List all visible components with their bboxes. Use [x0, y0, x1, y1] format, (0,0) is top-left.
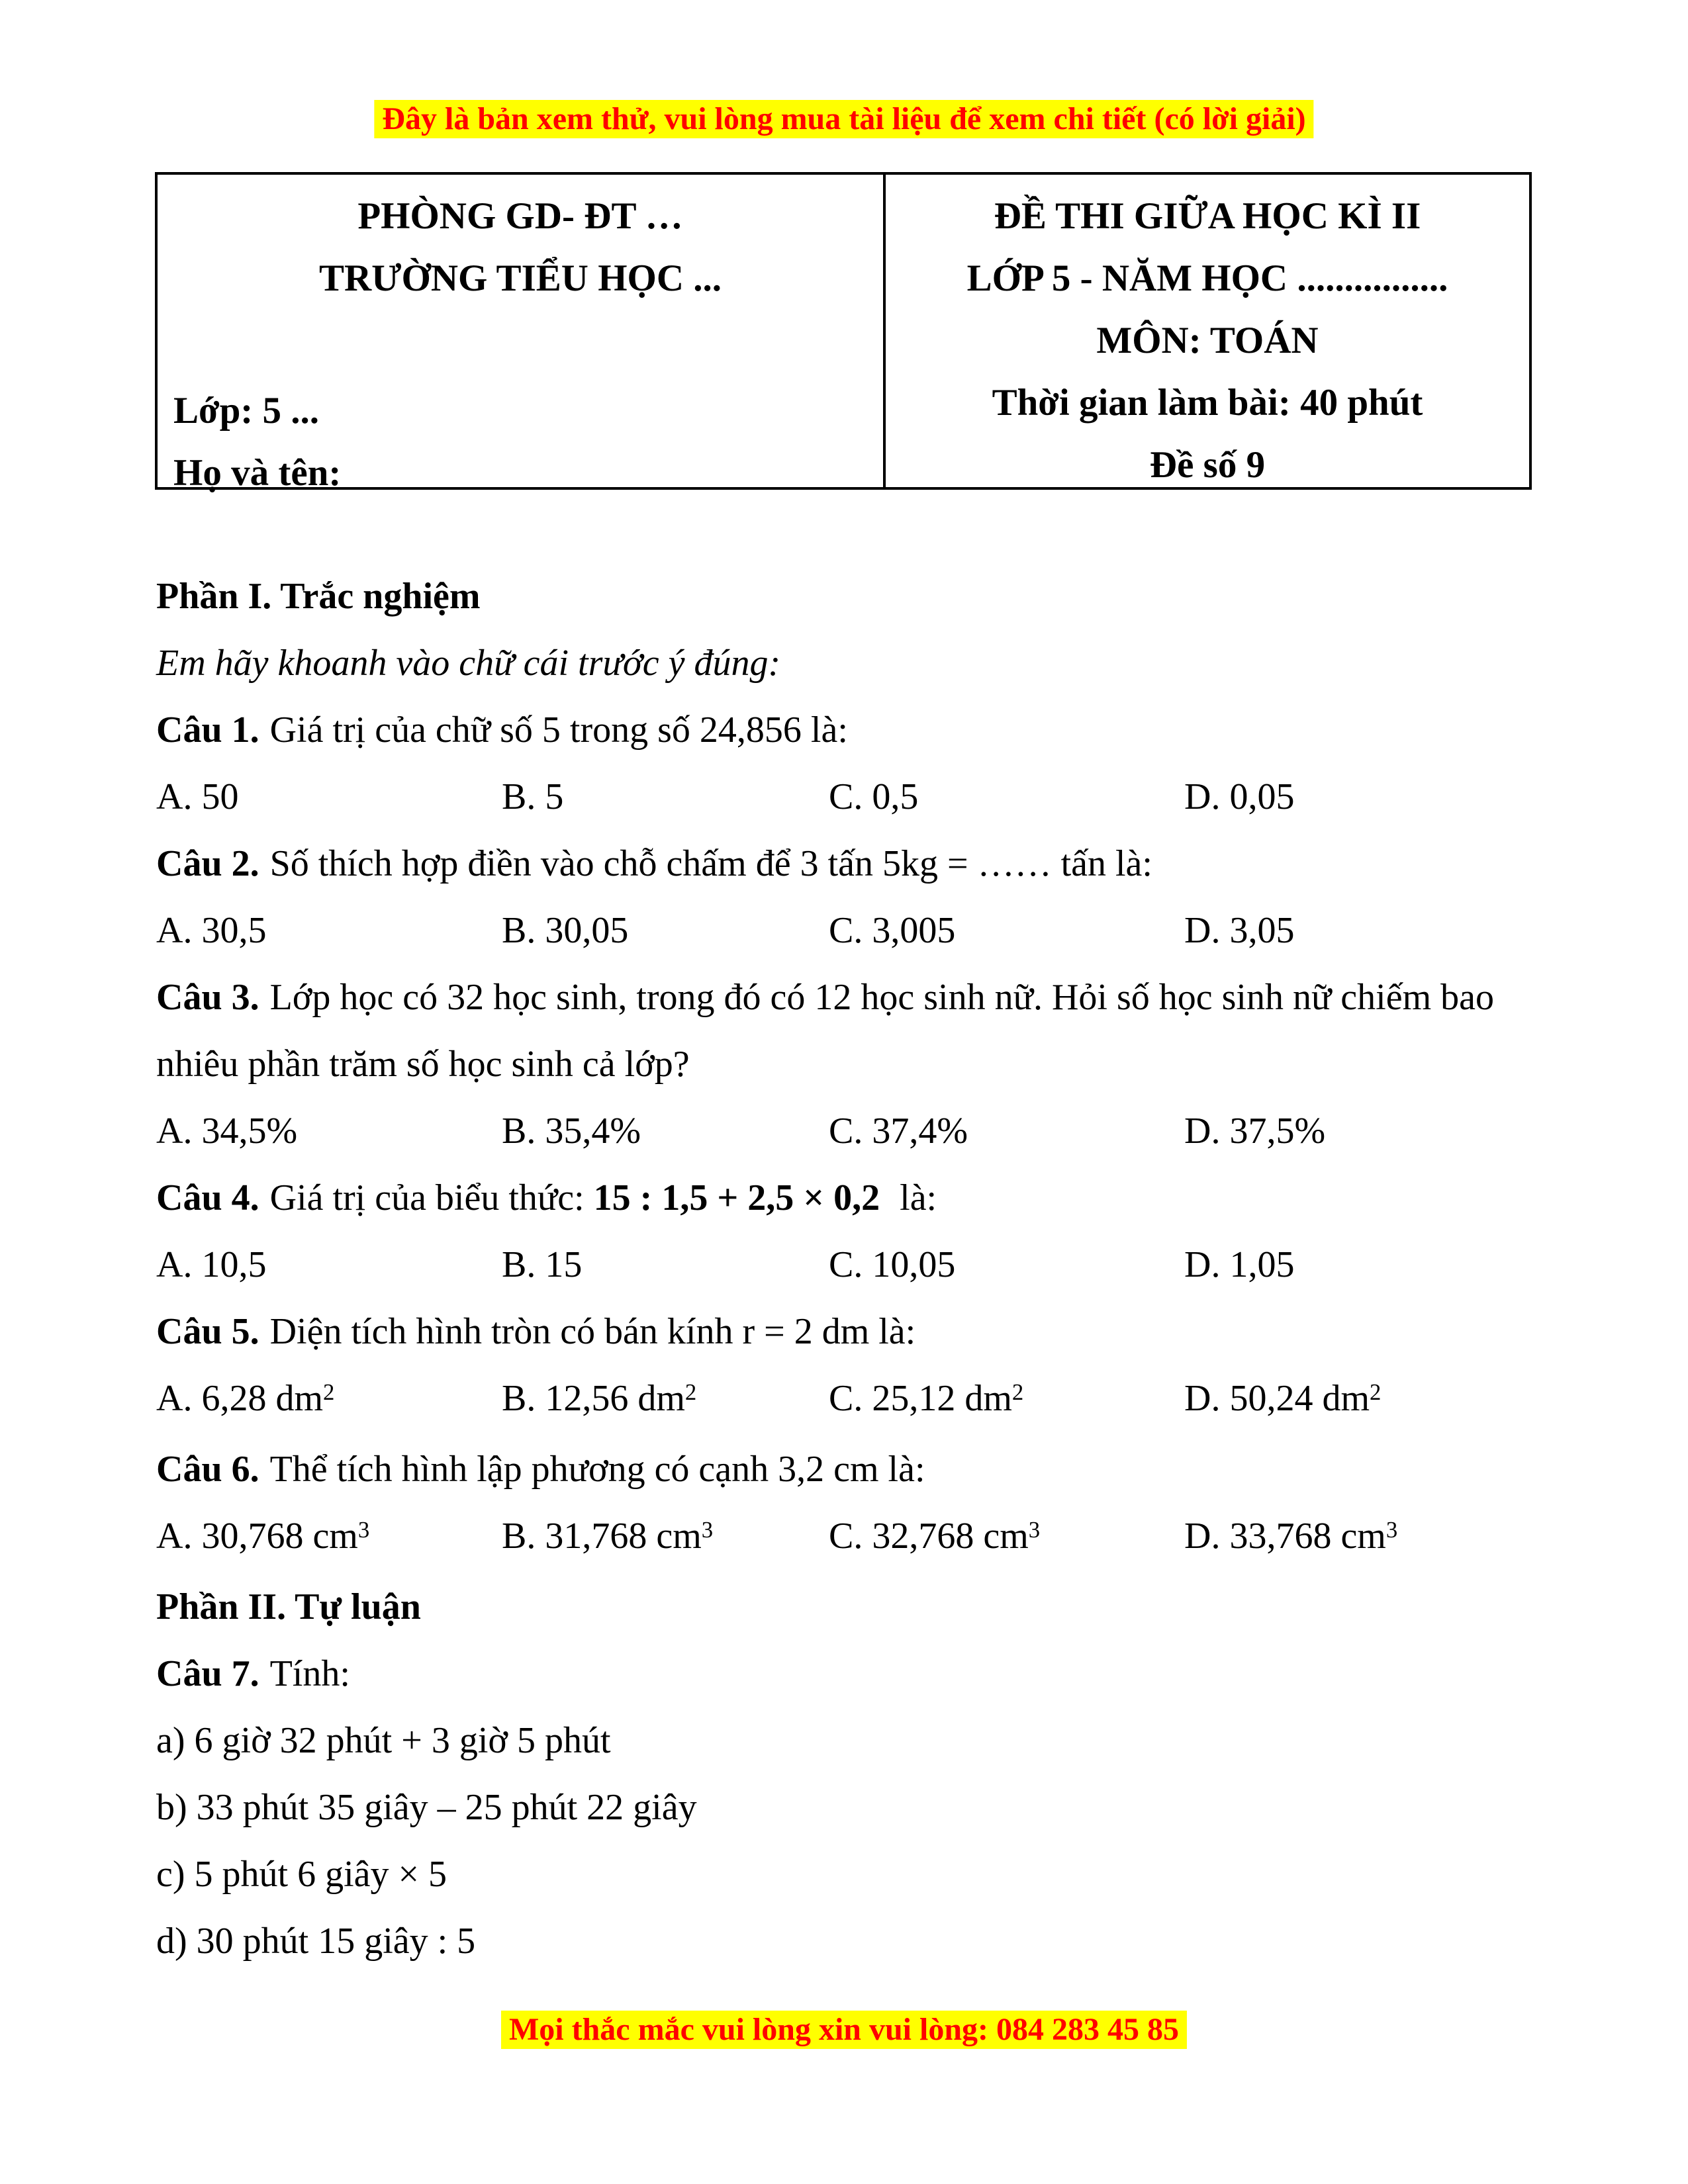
question-5-text: Diện tích hình tròn có bán kính r = 2 dm là: — [269, 1311, 916, 1352]
superscript: 3 — [701, 1517, 714, 1543]
question-7-item-c: c) 5 phút 6 giây × 5 — [156, 1854, 447, 1895]
school-line: TRƯỜNG TIỂU HỌC ... — [318, 257, 722, 299]
option-a — [156, 1503, 502, 1574]
option-c: C. 3,005 — [829, 910, 956, 951]
option-a: A. 50 — [156, 776, 239, 817]
option-a — [156, 1365, 502, 1436]
part1-title: Phần I. Trắc nghiệm — [156, 576, 481, 617]
question-4-expression: 15 : 1,5 + 2,5 × 0,2 — [593, 1177, 880, 1218]
superscript: 2 — [1011, 1379, 1024, 1406]
question-7-item-d: d) 30 phút 15 giây : 5 — [156, 1921, 476, 1962]
question-2-options — [156, 897, 1540, 964]
subject-line: MÔN: TOÁN — [1096, 320, 1319, 361]
preview-notice-banner: Đây là bản xem thử, vui lòng mua tài liệu để xem chi tiết (có lời giải) — [374, 100, 1313, 138]
option-b: B. 30,05 — [502, 910, 629, 951]
option-d — [1184, 1365, 1540, 1436]
question-1-options — [156, 764, 1540, 831]
superscript: 2 — [1370, 1379, 1382, 1406]
question-7 — [156, 1641, 1540, 1707]
question-2 — [156, 831, 1540, 897]
option-d: D. 3,05 — [1184, 910, 1295, 951]
question-1-label: Câu 1. — [156, 709, 259, 751]
exam-number-line: Đề số 9 — [1149, 444, 1266, 486]
header-school-cell — [158, 175, 886, 494]
option-a: A. 10,5 — [156, 1244, 267, 1285]
exam-header-table — [155, 172, 1532, 494]
question-7-text: Tính: — [269, 1653, 350, 1694]
question-6-text: Thể tích hình lập phương có cạnh 3,2 cm là: — [269, 1449, 925, 1490]
option-value: C. 25,12 dm — [829, 1378, 1012, 1419]
option-a: A. 30,5 — [156, 910, 267, 951]
question-3-options — [156, 1098, 1540, 1165]
option-c — [829, 1365, 1184, 1436]
question-5 — [156, 1298, 1540, 1365]
exam-body — [156, 563, 1540, 1975]
superscript: 3 — [357, 1517, 370, 1543]
superscript: 3 — [1385, 1517, 1398, 1543]
contact-banner: Mọi thắc mắc vui lòng xin vui lòng: 084 283 45 85 — [501, 2011, 1187, 2049]
question-3-label: Câu 3. — [156, 977, 259, 1018]
option-b: B. 15 — [502, 1244, 583, 1285]
question-5-options — [156, 1365, 1540, 1436]
question-7-item-a: a) 6 giờ 32 phút + 3 giờ 5 phút — [156, 1720, 611, 1761]
header-spacer — [173, 310, 867, 380]
header-exam-cell — [886, 175, 1529, 487]
question-2-label: Câu 2. — [156, 843, 259, 884]
part1-instruction: Em hãy khoanh vào chữ cái trước ý đúng: — [156, 643, 781, 684]
superscript: 3 — [1028, 1517, 1041, 1543]
option-value: D. 33,768 cm — [1184, 1516, 1386, 1557]
question-7-label: Câu 7. — [156, 1653, 259, 1694]
option-value: B. 12,56 dm — [502, 1378, 685, 1419]
option-d: D. 0,05 — [1184, 776, 1295, 817]
option-b — [502, 1503, 829, 1574]
question-3-text: Lớp học có 32 học sinh, trong đó có 12 học sinh nữ. Hỏi số học sinh nữ chiếm bao nhiêu phần trăm số học sinh cả lớp? — [156, 977, 1494, 1085]
question-3 — [156, 964, 1540, 1098]
question-7-item-b: b) 33 phút 35 giây – 25 phút 22 giây — [156, 1787, 697, 1828]
option-value: D. 50,24 dm — [1184, 1378, 1370, 1419]
option-d: D. 1,05 — [1184, 1244, 1295, 1285]
superscript: 2 — [684, 1379, 697, 1406]
option-c: C. 10,05 — [829, 1244, 956, 1285]
superscript: 2 — [323, 1379, 335, 1406]
question-1 — [156, 697, 1540, 764]
question-4-options — [156, 1232, 1540, 1298]
exam-title: ĐỀ THI GIỮA HỌC KÌ II — [994, 195, 1421, 237]
question-4-text-post: là: — [890, 1177, 937, 1218]
class-line: Lớp: 5 ... — [173, 390, 320, 432]
question-6 — [156, 1436, 1540, 1503]
duration-line: Thời gian làm bài: 40 phút — [992, 382, 1423, 424]
option-value: C. 32,768 cm — [829, 1516, 1029, 1557]
option-a: A. 34,5% — [156, 1111, 298, 1152]
question-4-label: Câu 4. — [156, 1177, 259, 1218]
option-b: B. 35,4% — [502, 1111, 641, 1152]
question-4 — [156, 1165, 1540, 1232]
question-1-text: Giá trị của chữ số 5 trong số 24,856 là: — [269, 709, 848, 751]
question-4-text-pre: Giá trị của biểu thức: — [269, 1177, 594, 1218]
grade-year-line: LỚP 5 - NĂM HỌC ................ — [966, 257, 1448, 299]
question-6-label: Câu 6. — [156, 1449, 259, 1490]
option-b — [502, 1365, 829, 1436]
department-line: PHÒNG GD- ĐT … — [357, 195, 683, 237]
option-c: C. 37,4% — [829, 1111, 968, 1152]
question-6-options — [156, 1503, 1540, 1574]
option-value: A. 30,768 cm — [156, 1516, 358, 1557]
student-name-line: Họ và tên: — [173, 452, 342, 494]
option-b: B. 5 — [502, 776, 564, 817]
option-value: B. 31,768 cm — [502, 1516, 702, 1557]
question-5-label: Câu 5. — [156, 1311, 259, 1352]
option-c: C. 0,5 — [829, 776, 919, 817]
option-d: D. 37,5% — [1184, 1111, 1326, 1152]
option-value: A. 6,28 dm — [156, 1378, 323, 1419]
option-d — [1184, 1503, 1540, 1574]
option-c — [829, 1503, 1184, 1574]
question-2-text: Số thích hợp điền vào chỗ chấm để 3 tấn 5kg = …… tấn là: — [269, 843, 1152, 884]
part2-title: Phần II. Tự luận — [156, 1586, 421, 1627]
